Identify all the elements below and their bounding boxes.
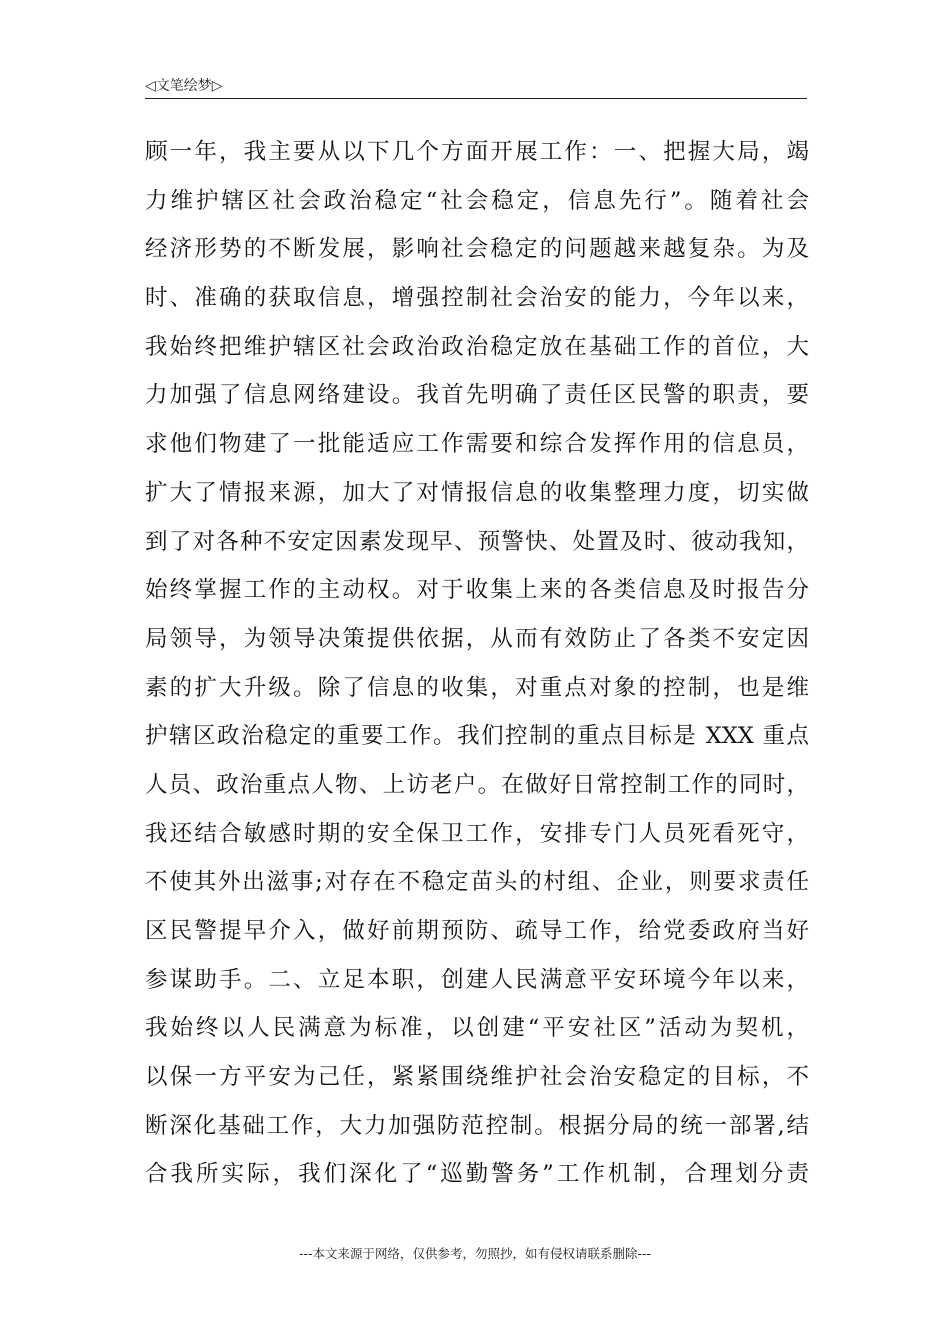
text-line: 素的扩大升级。除了信息的收集，对重点对象的控制，也是维 <box>145 674 809 701</box>
page-header <box>145 72 807 99</box>
text-line: 断深化基础工作，大力加强防范控制。根据分局的统一部署,结 <box>145 1112 809 1139</box>
header-title: ◁文笔绘梦▷ <box>145 78 223 94</box>
text-line: 力加强了信息网络建设。我首先明确了责任区民警的职责，要 <box>145 382 809 409</box>
text-line: 到了对各种不安定因素发现早、预警快、处置及时、彼动我知， <box>145 528 809 555</box>
text-line: 我始终把维护辖区社会政治政治稳定放在基础工作的首位，大 <box>145 333 809 360</box>
text-line: 力维护辖区社会政治稳定“社会稳定，信息先行”。随着社会 <box>145 187 809 214</box>
text-line: 合我所实际，我们深化了“巡勤警务”工作机制，合理划分责 <box>145 1161 809 1188</box>
text-line: 以保一方平安为己任，紧紧围绕维护社会治安稳定的目标，不 <box>145 1064 809 1091</box>
body-text <box>145 128 809 1199</box>
text-line: 护辖区政治稳定的重要工作。我们控制的重点目标是 XXX 重点 <box>145 723 809 750</box>
text-line: 人员、政治重点人物、上访老户。在做好日常控制工作的同时， <box>145 771 809 798</box>
text-line: 不使其外出滋事;对存在不稳定苗头的村组、企业，则要求责任 <box>145 869 809 896</box>
text-line: 始终掌握工作的主动权。对于收集上来的各类信息及时报告分 <box>145 577 809 604</box>
text-line: 求他们物建了一批能适应工作需要和综合发挥作用的信息员， <box>145 431 809 458</box>
text-line: 时、准确的获取信息，增强控制社会治安的能力，今年以来， <box>145 285 809 312</box>
text-line: 参谋助手。二、立足本职，创建人民满意平安环境今年以来， <box>145 966 809 993</box>
text-line: 我还结合敏感时期的安全保卫工作，安排专门人员死看死守， <box>145 820 809 847</box>
text-line: 局领导，为领导决策提供依据，从而有效防止了各类不安定因 <box>145 625 809 652</box>
text-line: 我始终以人民满意为标准，以创建“平安社区”活动为契机， <box>145 1015 809 1042</box>
text-line: 经济形势的不断发展，影响社会稳定的问题越来越复杂。为及 <box>145 236 809 263</box>
text-line: 区民警提早介入，做好前期预防、疏导工作，给党委政府当好 <box>145 918 809 944</box>
page-footer: ---本文来源于网络，仅供参考，勿照抄，如有侵权请联系删除--- <box>298 1246 652 1261</box>
text-line: 扩大了情报来源，加大了对情报信息的收集整理力度，切实做 <box>145 479 809 506</box>
text-line: 顾一年，我主要从以下几个方面开展工作：一、把握大局，竭 <box>145 139 809 165</box>
